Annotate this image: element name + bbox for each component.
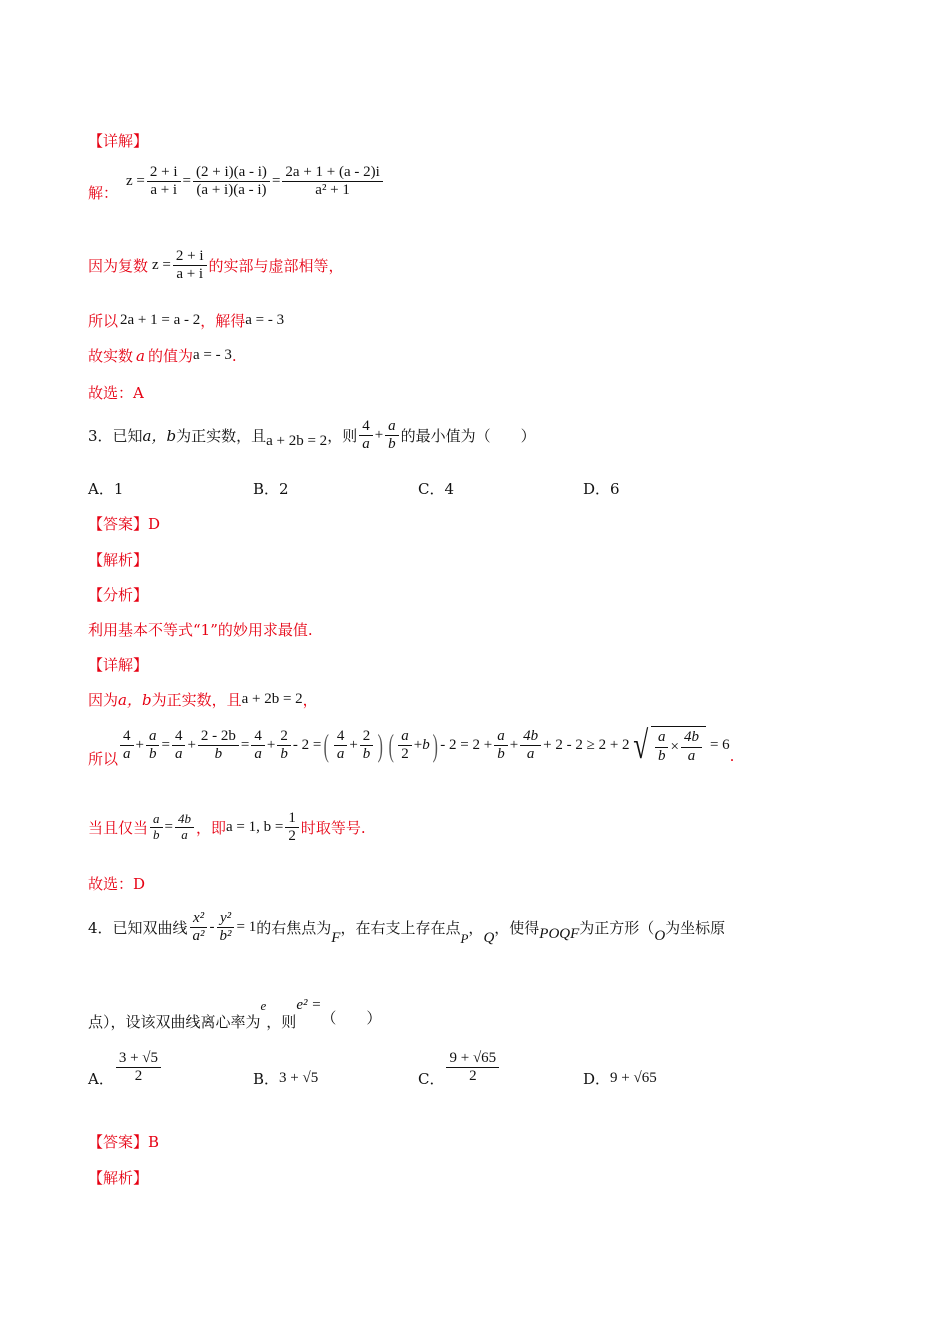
eq-z: z = [126, 173, 145, 189]
chain-frac: $\frac{2}{b}$ [360, 728, 374, 764]
option-label: A． [88, 480, 114, 498]
q3-eq-mid: ，即 [195, 819, 226, 838]
q3-because-line [88, 689, 318, 710]
q3-analysis-text: 【解析】 [88, 551, 149, 569]
option-value: 9 + √65 [610, 1070, 657, 1086]
so-eq: 2a + 1 = a - 2 [120, 312, 201, 328]
chain-frac: $\frac{a}{b}$ [146, 728, 160, 764]
hyp-frac-y: $\frac{\text{y²}}{\text{b²}}$ [217, 910, 235, 946]
q3-number: 3．已知 [88, 427, 143, 446]
q3-option-b [253, 478, 289, 499]
q3-chain-end: . [729, 746, 735, 765]
q4-number: 4．已知双曲线 [88, 919, 188, 937]
so-mid: ，解得 [200, 312, 246, 330]
chain-frac: $\frac{4}{a}$ [251, 728, 265, 764]
q4-focus: 的右焦点为 [256, 919, 332, 937]
chain-frac: $\frac{2 - 2b}{b}$ [198, 728, 239, 764]
q4-line-2 [88, 985, 381, 1032]
q4-line2-end: （ ） [321, 1009, 382, 1027]
chain-frac: $\frac{2}{b}$ [277, 728, 291, 764]
q3-because-cond: a + 2b = 2 [241, 691, 303, 707]
q3-equality-line: 当且仅当 $\frac{a}{b}$ = $\frac{4b}{a}$ ，即 a = 1, b = $\frac{1}{2}$ 时取等号. [88, 810, 366, 845]
option-value: 1 [113, 479, 124, 498]
q3-fenxi-text: 【分析】 [88, 586, 149, 604]
q3-fenxi [88, 584, 148, 605]
q3-because-end: ， [302, 691, 318, 709]
q3-fraction-1 [359, 418, 373, 454]
fraction-2-den: (a + i)(a - i) [196, 182, 267, 198]
because-fraction-num: 2 + i [173, 248, 207, 266]
q3-so-chain [88, 722, 734, 769]
q3-because-mid: 为正实数，且 [151, 691, 242, 709]
q3-detail [88, 654, 148, 675]
q3-mid: 为正实数，且 [176, 427, 267, 446]
option-label: B． [253, 1070, 280, 1088]
q3-f2-num: a [385, 418, 399, 436]
q3-f1-num: 4 [359, 418, 373, 436]
q4-analysis-text: 【解析】 [88, 1169, 149, 1187]
q4-F: F [331, 930, 341, 946]
option-a-fraction: $\frac{3 + √5}{2}$ [116, 1050, 161, 1086]
q4-e2: e² = [296, 997, 322, 1013]
option-label: C． [418, 1070, 445, 1088]
so-line [88, 310, 284, 331]
because-fraction [173, 248, 207, 284]
detail-tag: 【详解】 [88, 132, 149, 150]
chain-frac: $\frac{4b}{a}$ [520, 728, 541, 764]
detail-heading [88, 130, 148, 151]
hence-mid: 的值为 [147, 347, 193, 365]
q3-tail: 的最小值为（ ） [400, 427, 536, 446]
option-value: 6 [610, 479, 620, 498]
question-3 [88, 418, 536, 454]
option-label: C． [418, 480, 445, 498]
solution-equation: 解： z = $\frac{2 + i}{a + i}$ = $\frac{(2 + i)(a - i)}{(a + i)(a - i)}$ = $\frac{2a + 1 + (a - 2)i}{\text{a² + 1}}$ [88, 160, 385, 203]
fraction-1-num: 2 + i [147, 164, 181, 182]
q4-origin: 为坐标原 [665, 919, 726, 937]
option-label: D． [583, 1070, 611, 1088]
chain-frac: $\frac{4}{a}$ [172, 728, 186, 764]
hence-line [88, 345, 237, 366]
q3-analysis [88, 549, 148, 570]
fraction-3-den: a² + 1 [315, 182, 350, 198]
q3-detail-text: 【详解】 [88, 656, 149, 674]
q3-f2-den: b [388, 436, 396, 453]
q4-line2-pre: 点），设该双曲线离心率为 [88, 1013, 261, 1031]
chain-frac: $\frac{4}{a}$ [334, 728, 348, 764]
q3-fraction-2 [385, 418, 399, 454]
option-label: D． [583, 480, 611, 498]
q3-plus: + [374, 427, 384, 444]
q4-answer [88, 1131, 159, 1152]
q4-answer-text: 【答案】B [88, 1133, 160, 1151]
option-label: A． [88, 1070, 114, 1088]
fraction-2-num: (2 + i)(a - i) [193, 164, 270, 182]
chain-frac: $\frac{a}{2}$ [398, 728, 412, 764]
hyp-eq: = 1 [236, 919, 257, 935]
option-label: B． [253, 480, 280, 498]
q4-right-branch: ，在右支上存在点 [340, 919, 461, 937]
q4-option-a [88, 1046, 163, 1089]
hyp-frac-x: $\frac{\text{x²}}{\text{a²}}$ [190, 910, 208, 946]
so-res: a = - 3 [245, 312, 285, 328]
q3-then: ，则 [327, 427, 358, 446]
hence-res: a = - 3 [192, 347, 232, 363]
q4-line2-mid: ，则 [266, 1013, 297, 1031]
chain-frac: $\frac{4}{a}$ [120, 728, 134, 764]
q3-eq-pre: 当且仅当 [88, 819, 149, 838]
q3-so-pre: 所以 [88, 750, 119, 768]
fraction-3 [282, 164, 382, 200]
option-value: 2 [279, 479, 289, 498]
q4-e: e [260, 997, 267, 1013]
q3-choose-text: 故选：D [88, 875, 146, 893]
fraction-2 [193, 164, 270, 200]
q3-vars: a，b [142, 427, 177, 446]
q3-method [88, 619, 313, 640]
q3-option-a [88, 478, 123, 499]
q3-because-vars: a，b [118, 691, 152, 709]
eq-frac-half: $\frac{1}{2}$ [285, 810, 299, 846]
hence-var: a [136, 346, 145, 365]
option-c-fraction: $\frac{9 + √65}{2}$ [446, 1050, 499, 1086]
q4-Q: Q [483, 930, 495, 946]
so-pre: 所以 [88, 312, 119, 330]
q4-O: O [654, 928, 666, 944]
fraction-3-num: 2a + 1 + (a - 2)i [282, 164, 382, 182]
inequality-chain: $\frac{4}{a}$ + $\frac{a}{b}$ = $\frac{4}{a}$ + $\frac{2 - 2b}{b}$ = $\frac{4}{a}$ + $\frac{2}{b}$ - 2 = ( $\frac{4}{a}$ + $\frac{2}{b}$ ) ( $\frac{a}{2}$ + b ) - 2 = 2 + $\frac{a}{b}$ + $\frac{4b}{a}$ + 2 - 2 ≥ 2 + 2 √ $\frac{a}{b}$ × $\frac{4b}{a}$ = 6 [118, 726, 730, 765]
because-post: 的实部与虚部相等， [208, 257, 344, 276]
q3-eq-end: 时取等号. [300, 819, 366, 838]
sqrt-sign: √ $\frac{a}{b}$ × $\frac{4b}{a}$ [630, 726, 706, 765]
fraction-1 [147, 164, 181, 200]
choose-line-1 [88, 382, 144, 403]
because-fraction-den: a + i [176, 266, 204, 283]
q3-answer [88, 513, 160, 534]
q3-eq-vals: a = 1, b = [226, 819, 284, 836]
q3-method-text: 利用基本不等式“1”的妙用求最值. [88, 621, 313, 639]
q3-choose [88, 873, 145, 894]
q3-because: 因为 [88, 691, 119, 709]
q3-option-d [583, 478, 620, 499]
q3-cond: a + 2b = 2 [266, 433, 328, 450]
q4-option-b [253, 1068, 318, 1089]
option-value: 3 + √5 [279, 1070, 319, 1086]
q4-make: ，使得 [494, 919, 540, 937]
hence-end: . [231, 346, 237, 365]
option-value: 4 [444, 479, 455, 498]
fraction-1-den: a + i [150, 182, 178, 198]
eq-frac-4b-a: $\frac{4b}{a}$ [175, 812, 194, 843]
hyp-minus: - [209, 919, 215, 935]
q4-square: 为正方形（ [579, 919, 655, 937]
q4-P: P [460, 930, 469, 946]
solve-prefix: 解： [88, 184, 119, 202]
q3-option-c [418, 478, 454, 499]
q4-option-c [418, 1046, 501, 1089]
because-pre: 因为复数 [88, 257, 149, 276]
because-line: 因为复数 z = $\frac{2 + i}{a + i}$ 的实部与虚部相等， [88, 248, 344, 283]
eq-frac-a-b: $\frac{a}{b}$ [150, 812, 163, 843]
choose-answer-1: 故选：A [88, 384, 144, 402]
q3-f1-den: a [362, 436, 370, 453]
chain-frac: $\frac{a}{b}$ [494, 728, 508, 764]
hence-pre: 故实数 [88, 347, 134, 365]
question-4: 4．已知双曲线 $\frac{\text{x²}}{\text{a²}}$ - $\frac{\text{y²}}{\text{b²}}$ = 1 的右焦点为 F ，在右支上存在点 P ， Q ，使得 POQF 为正方形（ O 为坐标原 [88, 909, 726, 946]
q4-option-d [583, 1068, 657, 1089]
q4-analysis [88, 1167, 148, 1188]
q4-POQF: POQF [539, 926, 580, 942]
q3-answer-text: 【答案】D [88, 515, 161, 533]
